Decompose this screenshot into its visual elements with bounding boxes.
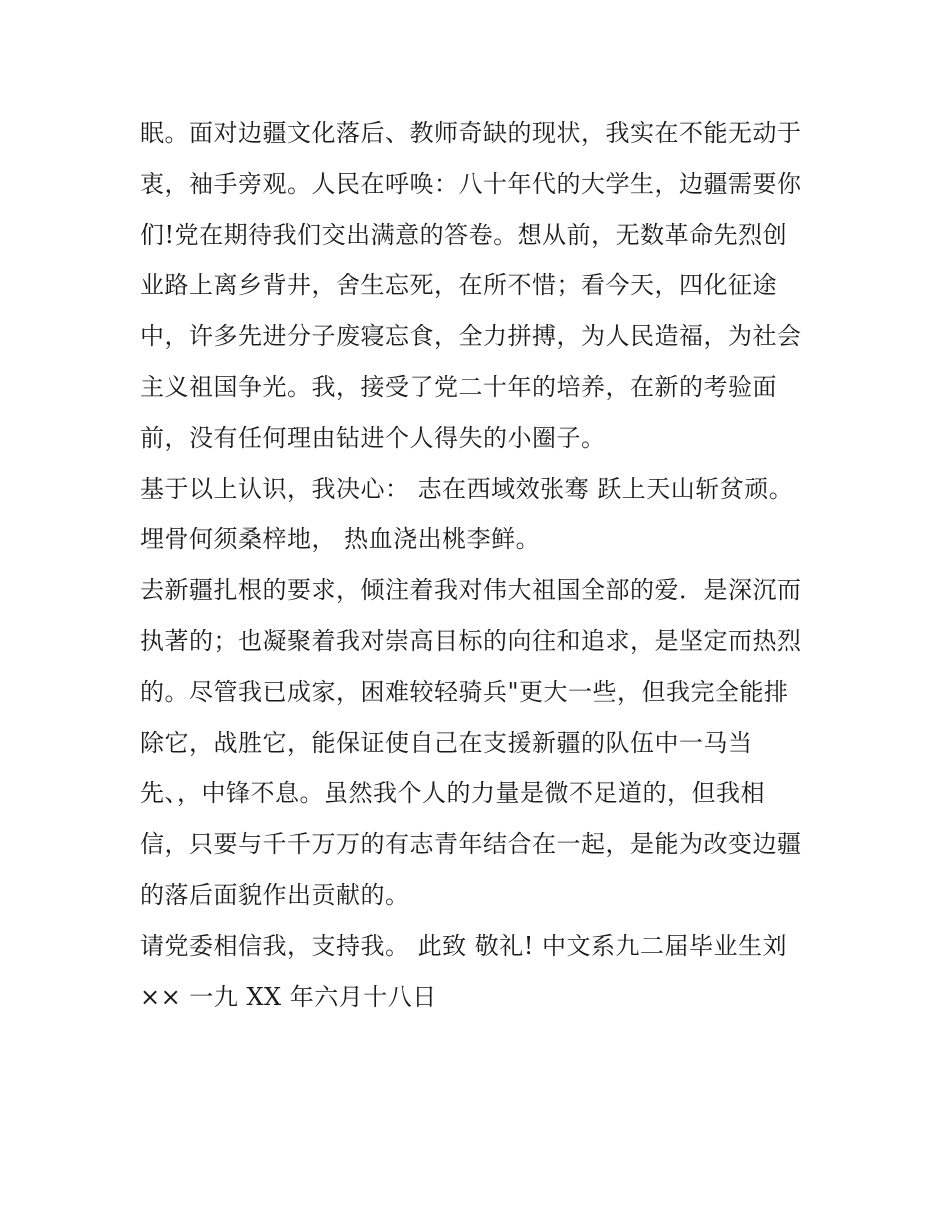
signature-date-line: ×× 一九 XX 年六月十八日 <box>140 982 437 1011</box>
text-line: 的落后面貌作出贡献的。 <box>140 880 410 909</box>
text-line: 业路上离乡背井，舍生忘死，在所不惜；看今天，四化征途 <box>140 271 777 300</box>
text-line: 们!党在期待我们交出满意的答卷。想从前，无数革命先烈创 <box>140 220 788 249</box>
text-line: 的。尽管我已成家，困难较轻骑兵"更大一些，但我完全能排 <box>140 677 789 706</box>
text-line: 中，许多先进分子废寝忘食，全力拼搏，为人民造福，为社会 <box>140 322 802 351</box>
text-line: 基于以上认识，我决心： 志在西域效张骞 跃上天山斩贫顽。 <box>140 474 794 503</box>
text-line: 主义祖国争光。我，接受了党二十年的培养，在新的考验面 <box>140 372 777 401</box>
text-line: 请党委相信我，支持我。 此致 敬礼! 中文系九二届毕业生刘 <box>140 931 788 960</box>
text-line: 信，只要与千千万万的有志青年结合在一起，是能为改变边疆 <box>140 830 802 859</box>
text-line: 除它，战胜它，能保证使自己在支援新疆的队伍中一马当 <box>140 728 753 757</box>
text-line: 去新疆扎根的要求，倾注着我对伟大祖国全部的爱．是深沉而 <box>140 576 802 605</box>
letter-body <box>140 108 830 1022</box>
text-line: 埋骨何须桑梓地， 热血浇出桃李鲜。 <box>140 525 541 554</box>
text-line: 执著的；也凝聚着我对崇高目标的向往和追求，是坚定而热烈 <box>140 626 802 655</box>
text-line: 先、，中锋不息。虽然我个人的力量是微不足道的，但我相 <box>140 779 765 808</box>
text-line: 眠。面对边疆文化落后、教师奇缺的现状，我实在不能无动于 <box>140 119 802 147</box>
text-line: 衷，袖手旁观。人民在呼唤：八十年代的大学生，边疆需要你 <box>140 169 802 198</box>
text-line: 前，没有任何理由钻进个人得失的小圈子。 <box>140 423 606 452</box>
